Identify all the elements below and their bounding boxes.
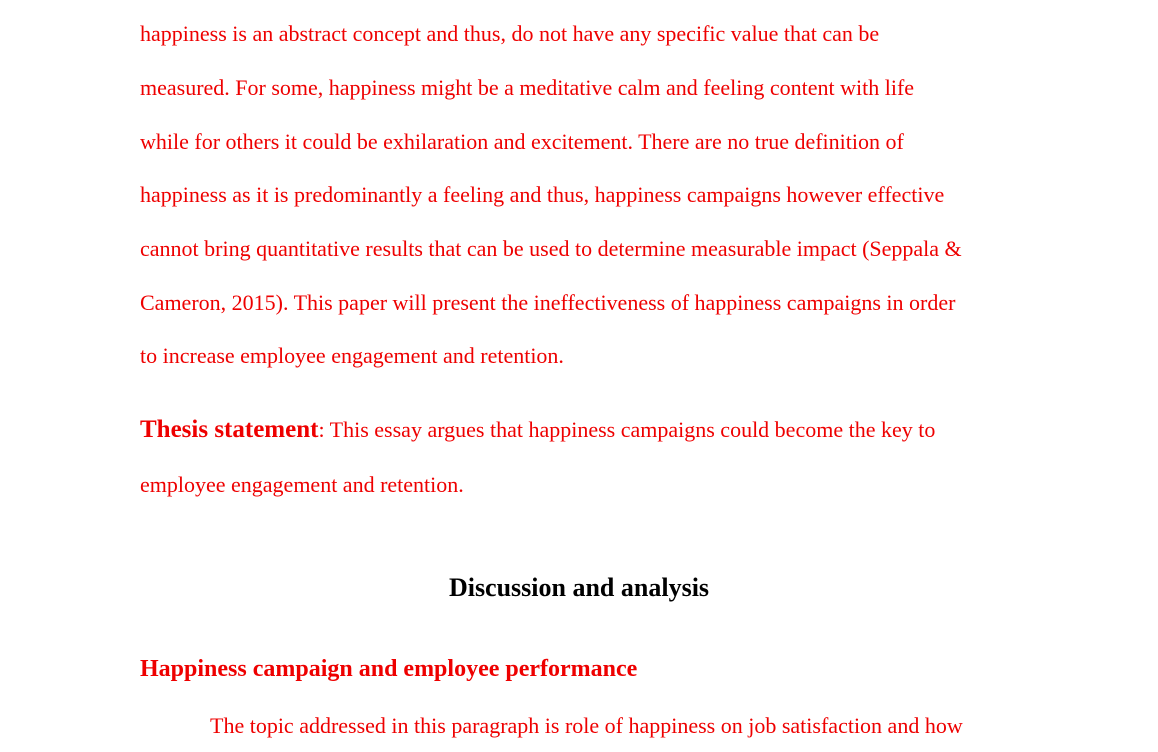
thesis-text: : This essay argues that happiness campaigns could become the key to <box>318 417 936 442</box>
section-heading: Discussion and analysis <box>448 573 710 602</box>
intro-line-5: cannot bring quantitative results that can be used to determine measurable impact (Seppala & <box>140 236 962 261</box>
subsection-heading: Happiness campaign and employee performance <box>140 656 638 682</box>
thesis-label: Thesis statement <box>140 416 319 443</box>
intro-line-6: Cameron, 2015). This paper will present the ineffectiveness of happiness campaigns in order <box>140 290 956 315</box>
cut-off-line <box>140 0 1020 4</box>
intro-line-4: happiness as it is predominantly a feeling and thus, happiness campaigns however effective <box>140 182 945 207</box>
body-paragraph-line-1: The topic addressed in this paragraph is role of happiness on job satisfaction and how <box>210 713 963 738</box>
intro-line-1: happiness is an abstract concept and thus, do not have any specific value that can be <box>140 21 880 46</box>
thesis-line-2: employee engagement and retention. <box>140 472 464 497</box>
thesis-line-1 <box>140 415 935 445</box>
intro-line-3: while for others it could be exhilaration and excitement. There are no true definition of <box>140 129 904 154</box>
intro-line-7: to increase employee engagement and retention. <box>140 343 564 368</box>
intro-line-2: measured. For some, happiness might be a meditative calm and feeling content with life <box>140 75 915 100</box>
